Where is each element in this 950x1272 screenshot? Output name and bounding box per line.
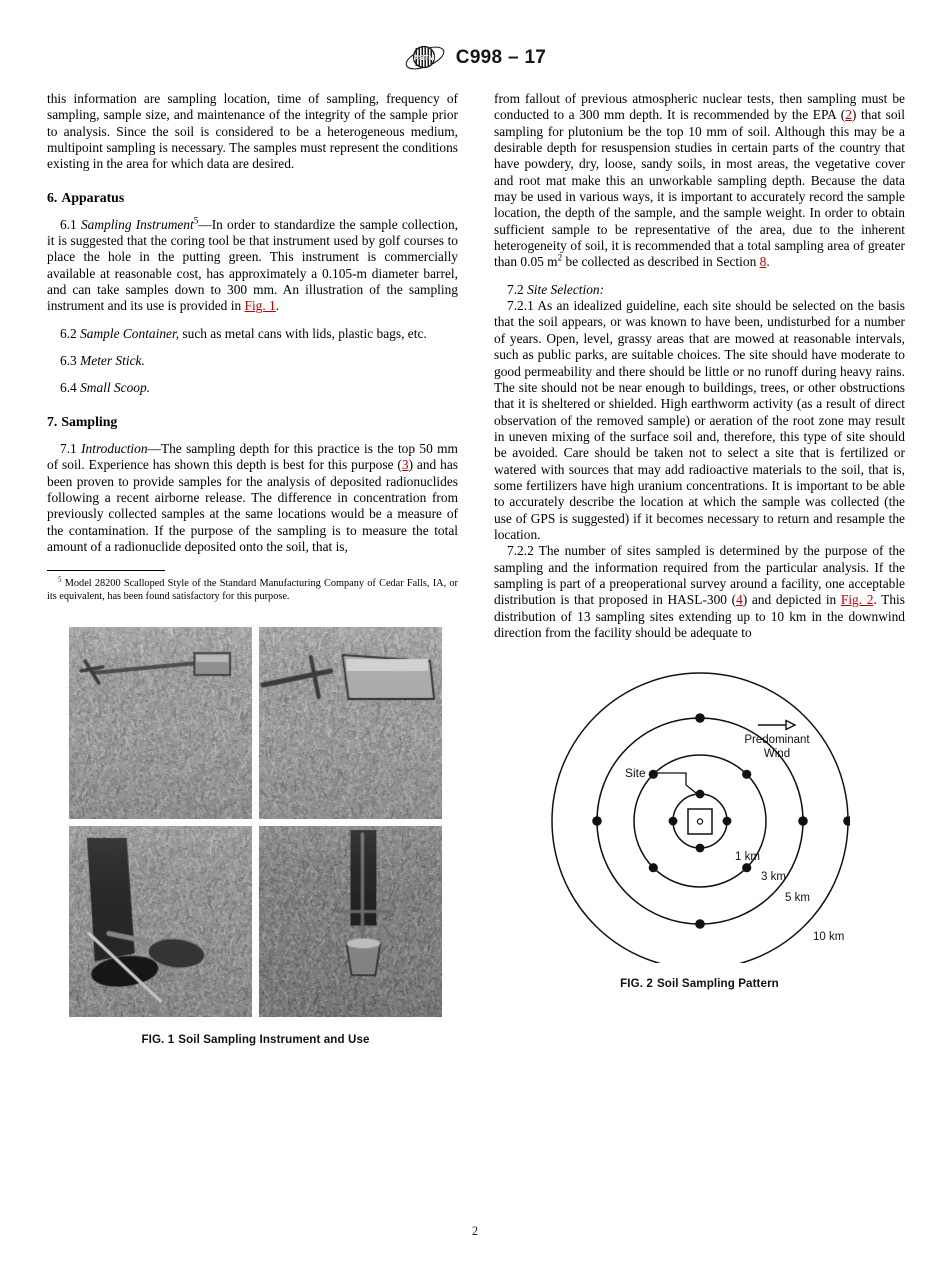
clause-7-2-2-text-c: . This distribution of 13 sampling sites extending up to 10 km in the downwind direction from the facility should be adequate to bbox=[494, 592, 905, 640]
figure-1-caption-text: Soil Sampling Instrument and Use bbox=[178, 1033, 370, 1047]
figure-1-photo-grid bbox=[67, 625, 444, 1019]
clause-6-1-text: —In order to standardize the sample collection, it is suggested that the coring tool be that instrument used by golf courses to place the hole in the putting green. This instrument is commercially available at reasonable cost, has approximately a 0.105-m diameter barrel, and can take samples down to 300 mm. An illustration of the sampling instrument and its use is provided in bbox=[47, 216, 458, 314]
para-right-a: from fallout of previous atmospheric nuclear tests, then sampling must be conducted to a 300 mm depth. It is recommended by the EPA ( bbox=[494, 91, 905, 123]
standard-designation: C998 – 17 bbox=[455, 47, 547, 68]
clause-7-2-2-text-a: The number of sites sampled is determined by the purpose of the sampling and the information required from the particular analysis. If the sampling is part of a preoperational survey around a facility, one acceptable distribution is that proposed in HASL-300 ( bbox=[494, 543, 905, 608]
footnote-block bbox=[47, 570, 458, 603]
clause-6-1 bbox=[47, 217, 458, 315]
footnote-text: Model 28200 Scalloped Style of the Standard Manufacturing Company of Cedar Falls, IA, or its equivalent, has been found satisfactory for this purpose. bbox=[47, 578, 458, 602]
paragraph-continued-left: this information are sampling location, time of sampling, frequency of sampling, sample size, and maintenance of the integrity of the sample prior to analysis. Since the soil is considered to be a heterogeneous medium, multipoint sampling is necessary. The samples must represent the conditions existing in the area for which data are desired. bbox=[47, 91, 458, 172]
clause-6-1-text-after: . bbox=[275, 298, 280, 314]
footnote-number-5: 5 bbox=[58, 575, 62, 584]
section-title-7: Sampling bbox=[61, 413, 118, 429]
ref-link-3[interactable]: 3 bbox=[401, 457, 409, 473]
ring-label-5km: 5 km bbox=[784, 892, 810, 905]
clause-7-1-term: Introduction bbox=[81, 440, 148, 456]
clause-7-2-2-text-b: ) and depicted in bbox=[742, 592, 841, 608]
figure-1 bbox=[67, 625, 444, 1046]
predominant-wind-arrow-icon bbox=[758, 721, 795, 730]
footnote-rule bbox=[47, 570, 165, 571]
clause-7-2-1 bbox=[494, 298, 905, 543]
photo-operator-inserting-tool bbox=[69, 826, 252, 1018]
section-number-7: 7. bbox=[47, 413, 58, 429]
ref-link-4[interactable]: 4 bbox=[736, 592, 743, 608]
para-right-b: ) that soil sampling for plutonium be the top 10 mm of soil. Although this may be a desirable depth for resuspension studies in certain parts of the country that have powdery, dry, loose, sandy soils, in most areas, the vegetative cover and root mat make this an unworkable sampling depth. Because the data may be used in various ways, it is important to accurately record the sample location, the depth of the sample, and the sample weight. In order to obtain sufficient sample to be representative of the area, due to the inherent heterogeneity of soil, it is recommended that a total sampling area of greater than 0.05 m bbox=[494, 107, 905, 270]
figure-1-caption-label: FIG. 1 bbox=[141, 1033, 175, 1047]
sampling-pattern-svg bbox=[550, 663, 850, 963]
section-heading-6 bbox=[47, 190, 458, 206]
clause-6-2-term: Sample Container, bbox=[80, 325, 180, 341]
ring-label-1km: 1 km bbox=[734, 851, 760, 864]
link-fig-2[interactable]: Fig. 2 bbox=[840, 592, 874, 608]
clause-7-1-text-b: ) and has been proven to provide samples for the analysis of deposited radionuclides following a recent airborne release. The difference in concentration from previously collected samples at the same locations would be a measure of the contamination. If the purpose of the sampling is to measure the total amount of a radionuclide deposited onto the soil, that is, bbox=[47, 457, 458, 554]
clause-6-3 bbox=[47, 353, 458, 369]
clause-7-2-term: Site Selection: bbox=[527, 281, 605, 297]
svg-text:ASTM: ASTM bbox=[413, 53, 435, 62]
clause-6-1-term: Sampling Instrument bbox=[80, 216, 194, 232]
astm-logo-icon bbox=[404, 43, 446, 73]
para-right-d: . bbox=[766, 254, 770, 270]
ring-label-3km: 3 km bbox=[760, 871, 786, 884]
photo-tool-in-ground bbox=[259, 826, 442, 1018]
clause-7-2-2-number: 7.2.2 bbox=[507, 543, 534, 559]
wind-label-line2: Wind bbox=[763, 748, 790, 761]
clause-7-2-1-number: 7.2.1 bbox=[507, 298, 534, 314]
clause-6-3-term: Meter Stick. bbox=[80, 353, 145, 369]
clause-7-2-number: 7.2 bbox=[507, 281, 524, 297]
right-column bbox=[494, 91, 905, 1046]
figure-2 bbox=[494, 663, 905, 990]
figure-2-caption-text: Soil Sampling Pattern bbox=[656, 977, 779, 991]
footnote-marker-5: 5 bbox=[193, 215, 199, 226]
section-heading-7 bbox=[47, 414, 458, 430]
left-column bbox=[47, 91, 458, 1046]
figure-1-caption bbox=[67, 1033, 444, 1046]
site-marker-center-dot bbox=[697, 819, 702, 824]
site-leader-line bbox=[654, 773, 696, 793]
clause-6-1-number: 6.1 bbox=[60, 216, 77, 232]
para-right-c: be collected as described in Section bbox=[562, 254, 760, 270]
clause-6-2 bbox=[47, 326, 458, 342]
clause-7-2 bbox=[494, 282, 905, 298]
page-number: 2 bbox=[471, 1224, 479, 1238]
page-header bbox=[0, 38, 950, 78]
clause-7-1-number: 7.1 bbox=[60, 440, 77, 456]
figure-2-caption bbox=[494, 977, 905, 990]
two-column-body bbox=[47, 91, 905, 1046]
footnote-5 bbox=[47, 575, 458, 603]
superscript-squared: 2 bbox=[557, 252, 563, 263]
wind-label-line1: Predominant bbox=[743, 734, 810, 747]
clause-6-3-number: 6.3 bbox=[60, 353, 77, 369]
photo-coring-tool-closeup bbox=[259, 627, 442, 819]
ref-link-section-8[interactable]: 8 bbox=[759, 254, 767, 270]
figure-2-caption-label: FIG. 2 bbox=[620, 977, 653, 991]
clause-7-2-1-text: As an idealized guideline, each site should be selected on the basis that the soil appears, or was known to have been, undisturbed for a number of years. Open, level, grassy areas that are mowed at reasonable intervals, such as public parks, are suitable choices. The site should have moderate to good permeability and there should be little or no runoff during heavy rains. The site should not be near enough to buildings, trees, or other obstructions that it is sheltered or shielded. High earthworm activity (as a result of direct observation of the removed sample) or aeration of the root zone may result in uneven mixing of the surface soil and, therefore, this type of site should be avoided. Care should be taken not to select a site that is fertilized or watered with sources that may add radioactive materials to the soil, that is, some fertilizers have high uranium concentrations. It is important to be able to accurately describe the location at which the sample was collected (the use of GPS is suggested) if it becomes necessary to return and resample the location. bbox=[494, 298, 905, 542]
clause-6-4 bbox=[47, 380, 458, 396]
clause-6-4-number: 6.4 bbox=[60, 380, 77, 396]
photo-coring-tool-full-view bbox=[69, 627, 252, 819]
paragraph-continued-right bbox=[494, 91, 905, 271]
clause-7-1-text-a: —The sampling depth for this practice is the top 50 mm of soil. Experience has shown this depth is best for this purpose ( bbox=[47, 440, 458, 473]
section-title-6: Apparatus bbox=[61, 189, 125, 205]
clause-6-2-number: 6.2 bbox=[60, 325, 77, 341]
clause-6-4-term: Small Scoop. bbox=[80, 380, 151, 396]
ring-10km-sample-dot bbox=[843, 817, 850, 827]
ring-label-10km: 10 km bbox=[812, 931, 844, 944]
figure-2-diagram bbox=[494, 663, 905, 963]
ref-link-2[interactable]: 2 bbox=[845, 107, 852, 123]
site-label: Site bbox=[624, 766, 646, 781]
clause-7-1 bbox=[47, 441, 458, 555]
clause-7-2-2 bbox=[494, 543, 905, 641]
link-fig-1[interactable]: Fig. 1 bbox=[244, 298, 276, 314]
clause-6-2-text: such as metal cans with lids, plastic bags, etc. bbox=[179, 325, 427, 341]
section-number-6: 6. bbox=[47, 189, 58, 205]
